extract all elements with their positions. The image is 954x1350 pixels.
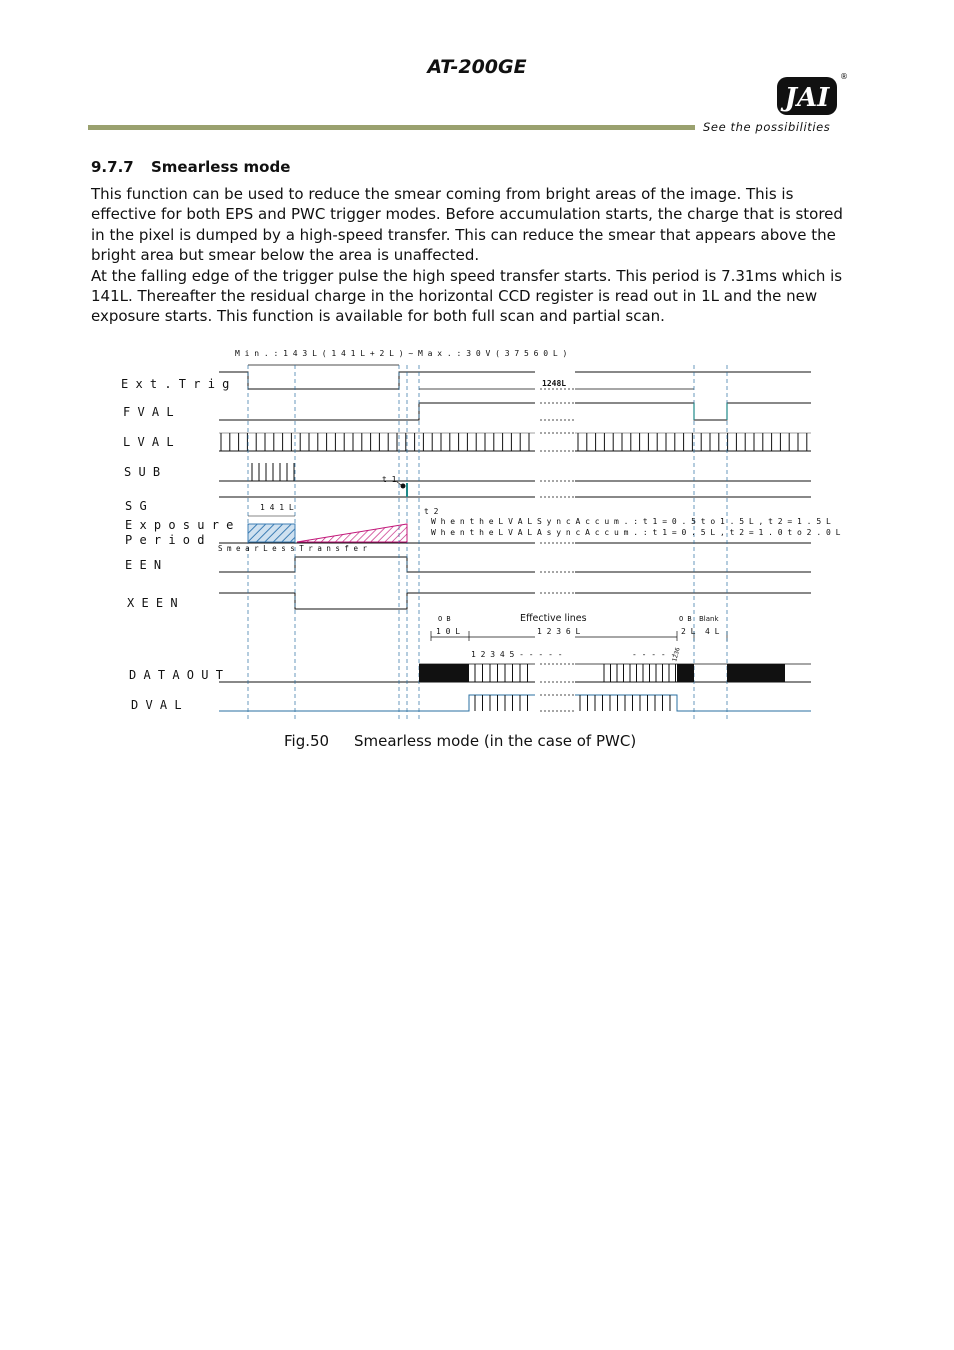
- section-heading: [91, 158, 290, 176]
- label-ext-trig: E x t . T r i g: [121, 377, 230, 391]
- data-out-next-block: [727, 664, 785, 682]
- data-out-ob2-block: [677, 664, 694, 682]
- dataout-pulses: [475, 664, 676, 682]
- trace-xeen: [219, 593, 811, 609]
- annotation-t1: t 1: [382, 475, 397, 484]
- logo-text: JAI: [784, 83, 830, 113]
- paragraph-2: At the falling edge of the trigger pulse the high speed transfer starts. This period is 7.31ms which is 141L. Thereafter the residual charge in the horizontal CCD register is read out in 1L and the new exposure starts. This function is available for both full scan and partial scan.: [91, 266, 843, 326]
- label-een: E E N: [125, 558, 162, 572]
- label-lval: L V A L: [123, 435, 174, 449]
- annotation-when-sync: W h e n t h e L V A L S y n c A c c u m . : t 1 = 0 . 5 t o 1 . 5 L , t 2 = 1 . 5 L: [431, 517, 831, 526]
- svg-text:®: ®: [840, 72, 848, 81]
- label-data-out: D A T A O U T: [129, 668, 223, 682]
- annotation-dashes: - - - - -: [632, 650, 676, 659]
- trace-dval: [219, 695, 811, 711]
- label-exposure: E x p o s u r e: [125, 518, 234, 532]
- figure-caption: [284, 732, 636, 750]
- smear-less-block: [248, 524, 295, 542]
- figure-text: Smearless mode (in the case of PWC): [354, 732, 637, 750]
- annotation-ob2: O B: [679, 615, 692, 623]
- lval-pulses: [219, 433, 811, 451]
- section-title: Smearless mode: [151, 158, 291, 176]
- figure-number: Fig.50: [284, 732, 330, 750]
- annotation-when-async: W h e n t h e L V A L A s y n c A c c u m . : t 1 = 0 . 5 L , t 2 = 1 . 0 t o 2 . 0 L: [431, 528, 841, 537]
- annotation-min-max: M i n . : 1 4 3 L ( 1 4 1 L + 2 L ) ~ M a x . : 3 0 V ( 3 7 5 6 0 L ): [235, 349, 568, 358]
- label-sg: S G: [125, 499, 147, 513]
- trace-ext-trig: [219, 372, 811, 389]
- label-period: P e r i o d: [125, 533, 205, 547]
- annotation-2l: 2 L: [681, 627, 696, 636]
- timing-diagram: [108, 340, 841, 720]
- annotation-t2: t 2: [424, 507, 439, 516]
- header-rule: [88, 125, 695, 130]
- annotation-line-numbers: 1 2 3 4 5 - - - - -: [471, 650, 563, 659]
- label-dval: D V A L: [131, 698, 182, 712]
- section-body: [91, 184, 851, 327]
- document-title: AT-200GE: [427, 56, 527, 78]
- annotation-blank: Blank: [699, 615, 719, 623]
- annotation-ob: O B: [438, 615, 451, 623]
- tagline: See the possibilities: [703, 120, 831, 134]
- trace-een: [219, 557, 811, 572]
- annotation-smear-less: S m e a r L e s s T r a n s f e r: [218, 544, 368, 553]
- annotation-10l: 1 0 L: [436, 627, 461, 636]
- jai-logo: [777, 71, 848, 115]
- sub-pulses: [252, 463, 294, 481]
- annotation-1236l: 1 2 3 6 L: [537, 627, 581, 636]
- annotation-141l: 1 4 1 L: [260, 503, 294, 512]
- data-out-ob-block: [419, 664, 469, 682]
- annotation-last-lines: 1236: [671, 646, 682, 663]
- label-xeen: X E E N: [127, 596, 178, 610]
- annotation-1248l: 1248L: [542, 379, 567, 388]
- paragraph-1: This function can be used to reduce the smear coming from bright areas of the image. This is effective for both EPS and PWC trigger modes. Before accumulation starts, the charge that is stored in the pixel is dumped by a high-speed transfer. This can reduce the smear that appears above the bright area but smear below the area is unaffected.: [91, 185, 843, 265]
- section-number: 9.7.7: [91, 158, 134, 176]
- trace-fval: [219, 403, 811, 420]
- exposure-ramp: [297, 524, 407, 542]
- annotation-4l: 4 L: [705, 627, 720, 636]
- label-fval: F V A L: [123, 405, 174, 419]
- annotation-effective-lines: Effective lines: [520, 613, 587, 624]
- label-sub: S U B: [124, 465, 161, 479]
